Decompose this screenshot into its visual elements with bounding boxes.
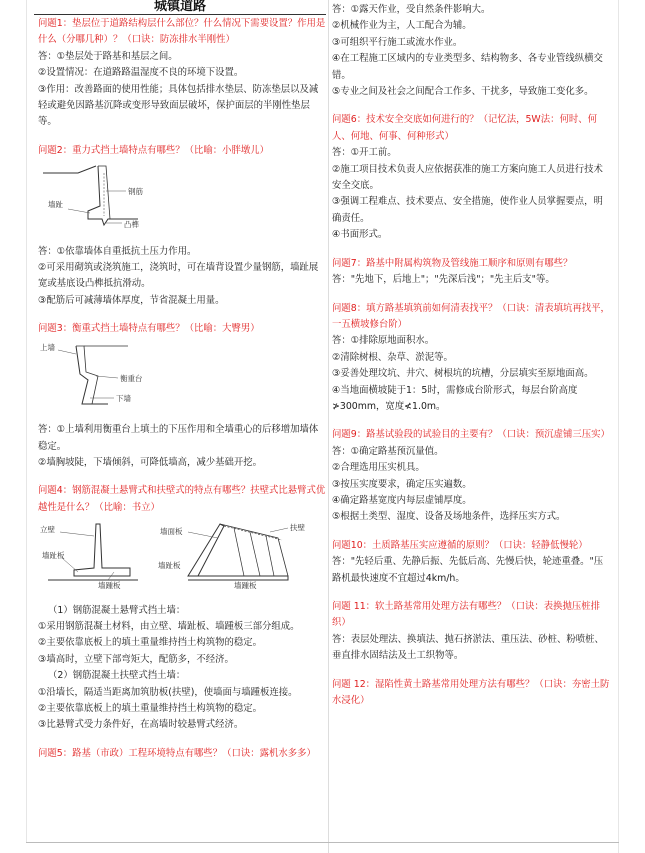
page-right-border — [618, 0, 619, 853]
answer-5-4: ④在工程施工区域内的专业类型多、结构物多、各专业管线纵横交错。 — [332, 53, 603, 81]
answer-3-1: 答：①上墙利用衡重台上填土的下压作用和全墙重心的后移增加墙体稳定。 — [38, 424, 319, 452]
answer-9-4: ④确定路基宽度内每层虚铺厚度。 — [332, 494, 472, 506]
answer-6-2: ②施工项目技术负责人应依据获准的施工方案向施工人员进行技术安全交底。 — [332, 163, 603, 192]
answer-6-3: ③强调工程难点、技术要点、安全措施，使作业人员掌握要点，明确责任。 — [332, 196, 603, 224]
question-10: 问题10：土质路基压实应遵循的原则？（口诀：轻静低慢轮） — [332, 539, 588, 551]
answer-10-1: 答："先轻后重、先静后振、先低后高、先慢后快，轮迹重叠。"压路机最快速度不宜超过4km/h。 — [332, 556, 604, 584]
question-7: 问题7：路基中附属构筑物及管线施工顺序和原则有哪些？ — [332, 257, 573, 269]
answer-8-1: 答：①排除原地面积水。 — [332, 335, 435, 347]
answer-6-1: 答：①开工前。 — [332, 147, 397, 159]
cantilever-counterfort-diagram — [38, 518, 318, 590]
answer-9-1: 答：①确定路基预沉量值。 — [332, 445, 444, 457]
answer-1-2: ②设置情况：在道路路温湿度不良的环境下设置。 — [38, 67, 244, 79]
right-column — [332, 2, 610, 709]
fig4-label-toe-slab-2: 墙趾板 — [158, 561, 181, 571]
answer-8-2: ②清除树根、杂草、淤泥等。 — [332, 351, 453, 363]
question-12: 问题 12：湿陷性黄土路基常用处理方法有哪些？（口诀：夯密土防水浸化） — [332, 678, 610, 707]
fig4-label-toe-slab-1: 墙趾板 — [42, 551, 65, 561]
answer-5-3: ③可组织平行施工或流水作业。 — [332, 36, 463, 48]
fig4-label-face-slab: 墙面板 — [160, 527, 183, 537]
answer-4-heading-2: （2）钢筋混凝土扶壁式挡土墙： — [48, 670, 186, 682]
fig3-label-upper-wall: 上墙 — [40, 342, 55, 352]
fig3-label-platform: 衡重台 — [120, 373, 143, 383]
answer-5-5: ⑤专业之间及社会之间配合工作多、干扰多，导致施工变化多。 — [332, 86, 594, 98]
answer-4-4: ①沿墙长，隔适当距离加筑肋板(扶壁)，使墙面与墙踵板连接。 — [38, 686, 298, 698]
answer-2-3: ③配筋后可减薄墙体厚度，节省混凝土用量。 — [38, 294, 225, 306]
question-6: 问题6：技术安全交底如何进行的？（记忆法，5W法：何时、何人、何地、何事、何种形式） — [332, 114, 597, 142]
answer-1-3: ③作用：改善路面的使用性能；具体包括排水垫层、防冻垫层以及减轻或避免因路基沉降或变形导致面层破坏，保护面层的半刚性垫层等。 — [38, 83, 319, 128]
balance-weight-wall-diagram — [38, 340, 188, 410]
fig3-label-lower-wall: 下墙 — [116, 393, 131, 403]
answer-4-2: ②主要依靠底板上的填土重量维持挡土构筑物的稳定。 — [38, 637, 263, 649]
question-4: 问题4：钢筋混凝土悬臂式和扶壁式的特点有哪些？扶壁式比悬臂式优越性是什么？（比喻：书立） — [38, 485, 326, 513]
answer-9-2: ②合理选用压实机具。 — [332, 462, 425, 474]
page-left-border — [26, 0, 27, 843]
answer-4-heading-1: （1）钢筋混凝土悬臂式挡土墙： — [48, 604, 186, 616]
answer-5-1: 答：①露天作业，受自然条件影响大。 — [332, 4, 491, 15]
left-column — [38, 16, 326, 762]
gravity-wall-diagram — [38, 161, 188, 231]
page-bottom-border — [26, 842, 619, 843]
answer-9-5: ⑤根据土类型、湿度、设备及场地条件，选择压实方式。 — [332, 511, 566, 523]
answer-1-1: 答：①垫层处于路基和基层之间。 — [38, 50, 178, 62]
fig2-label-toe: 墙趾 — [48, 200, 63, 210]
fig2-label-key: 凸榫 — [124, 220, 139, 230]
balance-weight-wall-figure — [38, 340, 326, 416]
page-title: 城镇道路 — [153, 0, 206, 14]
question-9: 问题9：路基试验段的试验目的主要有？（口诀：预沉虚铺三压实） — [332, 429, 610, 441]
question-3: 问题3：衡重式挡土墙特点有哪些？（比喻：大臀男） — [38, 323, 260, 335]
fig4-label-counterfort: 扶壁 — [290, 523, 305, 533]
column-divider — [328, 0, 329, 853]
question-8: 问题8：填方路基填筑前如何清表找平？（口诀：清表填坑再找平，一五横坡修台阶） — [332, 302, 610, 330]
question-1: 问题1：垫层位于道路结构层什么部位？什么情况下需要设置？作用是什么（分哪几种）？（口诀：防冻排水半刚性） — [38, 18, 326, 46]
answer-2-2: ②可采用砌筑或浇筑施工，浇筑时，可在墙背设置少量钢筋，墙趾展宽或基底设凸榫抵抗滑动。 — [38, 262, 319, 290]
answer-4-5: ②主要依靠底板上的填土重量维持挡土构筑物的稳定。 — [38, 702, 263, 714]
question-11: 问题 11：软土路基常用处理方法有哪些？（口诀：表换抛压桩排织） — [332, 601, 601, 629]
fig4-label-stem: 立壁 — [40, 525, 55, 535]
title-underline — [34, 14, 326, 15]
fig2-label-rebar: 钢筋 — [128, 187, 143, 197]
gravity-wall-figure — [38, 161, 326, 237]
answer-2-1: 答：①依靠墙体自重抵抗土压力作用。 — [38, 245, 197, 257]
answer-7-1: 答："先地下，后地上"；"先深后浅"；"先主后支"等。 — [332, 274, 555, 286]
question-2: 问题2：重力式挡土墙特点有哪些？（比喻：小胖墩儿） — [38, 144, 269, 156]
fig4-label-heel-slab-2: 墙踵板 — [234, 581, 257, 591]
answer-11-1: 答：表层处理法、换填法、抛石挤淤法、重压法、砂桩、粉喷桩、垂直排水固结法及土工织物等。 — [332, 633, 604, 662]
answer-4-6: ③比悬臂式受力条件好，在高墙时较悬臂式经济。 — [38, 719, 244, 731]
cantilever-counterfort-figure — [38, 518, 326, 596]
answer-6-4: ④书面形式。 — [332, 229, 388, 241]
answer-3-2: ②墙胸坡陡，下墙倾斜，可降低墙高，减少基础开挖。 — [38, 456, 263, 468]
answer-9-3: ③按压实度要求，确定压实遍数。 — [332, 478, 472, 490]
fig4-label-heel-slab-1: 墙踵板 — [98, 581, 121, 591]
answer-4-3: ③墙高时，立壁下部弯矩大，配筋多，不经济。 — [38, 653, 234, 665]
answer-8-4: ④当地面横坡陡于1：5时，需修成台阶形式，每层台阶高度≯300mm，宽度≮1.0m。 — [332, 384, 578, 412]
question-5: 问题5：路基（市政）工程环境特点有哪些？（口诀：露机水多多） — [38, 747, 316, 759]
answer-4-1: ①采用钢筋混凝土材料，由立壁、墙趾板、墙踵板三部分组成。 — [38, 620, 300, 632]
answer-5-2: ②机械作业为主，人工配合为辅。 — [332, 20, 472, 32]
answer-8-3: ③妥善处理坟坑、井穴、树根坑的坑槽，分层填实至原地面高。 — [332, 368, 594, 380]
